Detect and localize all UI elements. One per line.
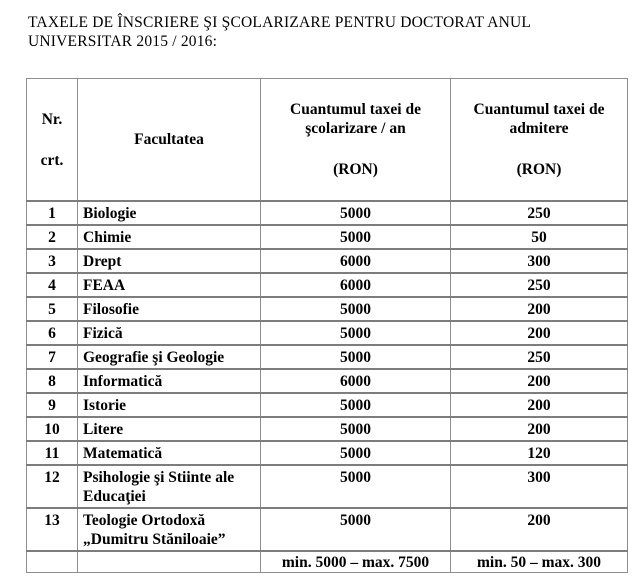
admission-fee-cell: 250 [451, 273, 628, 297]
row-number-cell: 10 [27, 417, 78, 441]
tuition-fee-unit: (RON) [333, 161, 378, 178]
row-number-cell: 6 [27, 321, 78, 345]
tuition-fee-cell: 5000 [261, 465, 451, 508]
admission-fee-cell: 250 [451, 345, 628, 369]
faculty-cell: Istorie [78, 393, 261, 417]
table-row [27, 273, 628, 297]
table-row [27, 441, 628, 465]
faculty-cell: Psihologie şi Stiinte ale Educaţiei [78, 465, 261, 508]
admission-fee-cell: 200 [451, 369, 628, 393]
page-title-line-1: TAXELE DE ÎNSCRIERE ŞI ŞCOLARIZARE PENTRU DOCTORAT ANUL [28, 14, 532, 31]
row-number-cell: 13 [27, 508, 78, 551]
tuition-fee-cell: 5000 [261, 417, 451, 441]
table-row [27, 321, 628, 345]
tuition-fee-cell: 5000 [261, 441, 451, 465]
admission-fee-cell: 250 [451, 201, 628, 225]
tuition-fees-table [26, 78, 628, 573]
admission-fee-cell: 120 [451, 441, 628, 465]
row-number-cell: 1 [27, 201, 78, 225]
tuition-fee-label: Cuantumul taxei de şcolarizare / an [290, 101, 421, 137]
table-header [27, 79, 628, 202]
faculty-cell: Chimie [78, 225, 261, 249]
table-body [27, 201, 628, 551]
table-row [27, 297, 628, 321]
faculty-cell: Informatică [78, 369, 261, 393]
faculty-cell: Filosofie [78, 297, 261, 321]
row-number-cell: 8 [27, 369, 78, 393]
row-number-cell: 12 [27, 465, 78, 508]
table-row [27, 369, 628, 393]
facultatea-label: Facultatea [134, 131, 204, 148]
tuition-fee-cell: 5000 [261, 345, 451, 369]
row-number-cell: 5 [27, 297, 78, 321]
faculty-cell: FEAA [78, 273, 261, 297]
faculty-cell: Litere [78, 417, 261, 441]
crt-label: crt. [40, 151, 64, 169]
faculty-cell: Fizică [78, 321, 261, 345]
faculty-cell: Geografie şi Geologie [78, 345, 261, 369]
table-row [27, 393, 628, 417]
admission-fee-cell: 200 [451, 508, 628, 551]
nr-label: Nr. [41, 110, 63, 128]
empty-cell [78, 551, 261, 573]
page-title-line-2: UNIVERSITAR 2015 / 2016: [28, 33, 218, 50]
table-row [27, 345, 628, 369]
admission-fee-unit: (RON) [516, 161, 562, 178]
admission-fee-cell: 50 [451, 225, 628, 249]
admission-fee-cell: 300 [451, 249, 628, 273]
faculty-cell: Drept [78, 249, 261, 273]
tuition-fee-cell: 6000 [261, 273, 451, 297]
table-row [27, 225, 628, 249]
faculty-cell: Biologie [78, 201, 261, 225]
admission-fee-cell: 300 [451, 465, 628, 508]
table-footer [27, 551, 628, 573]
table-row [27, 465, 628, 508]
row-number-cell: 2 [27, 225, 78, 249]
tuition-fee-cell: 6000 [261, 369, 451, 393]
admission-range-cell: min. 50 – max. 300 [451, 551, 628, 573]
tuition-fee-cell: 5000 [261, 321, 451, 345]
col-header-facultatea [78, 79, 261, 202]
col-header-admission-fee [451, 79, 628, 202]
admission-fee-label: Cuantumul taxei de admitere [473, 101, 605, 137]
tuition-fee-cell: 5000 [261, 225, 451, 249]
admission-fee-cell: 200 [451, 417, 628, 441]
col-header-nr-crt [27, 79, 78, 202]
empty-cell [27, 551, 78, 573]
col-header-tuition-fee [261, 79, 451, 202]
row-number-cell: 7 [27, 345, 78, 369]
table-row [27, 201, 628, 225]
tuition-range-cell: min. 5000 – max. 7500 [261, 551, 451, 573]
page-title [28, 13, 616, 51]
admission-fee-cell: 200 [451, 321, 628, 345]
row-number-cell: 11 [27, 441, 78, 465]
header-row [27, 79, 628, 202]
tuition-fee-cell: 5000 [261, 201, 451, 225]
table-row [27, 417, 628, 441]
tuition-fee-cell: 5000 [261, 393, 451, 417]
admission-fee-cell: 200 [451, 393, 628, 417]
summary-row [27, 551, 628, 573]
faculty-cell: Matematică [78, 441, 261, 465]
admission-fee-cell: 200 [451, 297, 628, 321]
row-number-cell: 9 [27, 393, 78, 417]
table-row [27, 249, 628, 273]
table-row [27, 508, 628, 551]
row-number-cell: 3 [27, 249, 78, 273]
tuition-fee-cell: 6000 [261, 249, 451, 273]
tuition-fee-cell: 5000 [261, 508, 451, 551]
faculty-cell: Teologie Ortodoxă „Dumitru Stăniloaie” [78, 508, 261, 551]
row-number-cell: 4 [27, 273, 78, 297]
tuition-fee-cell: 5000 [261, 297, 451, 321]
